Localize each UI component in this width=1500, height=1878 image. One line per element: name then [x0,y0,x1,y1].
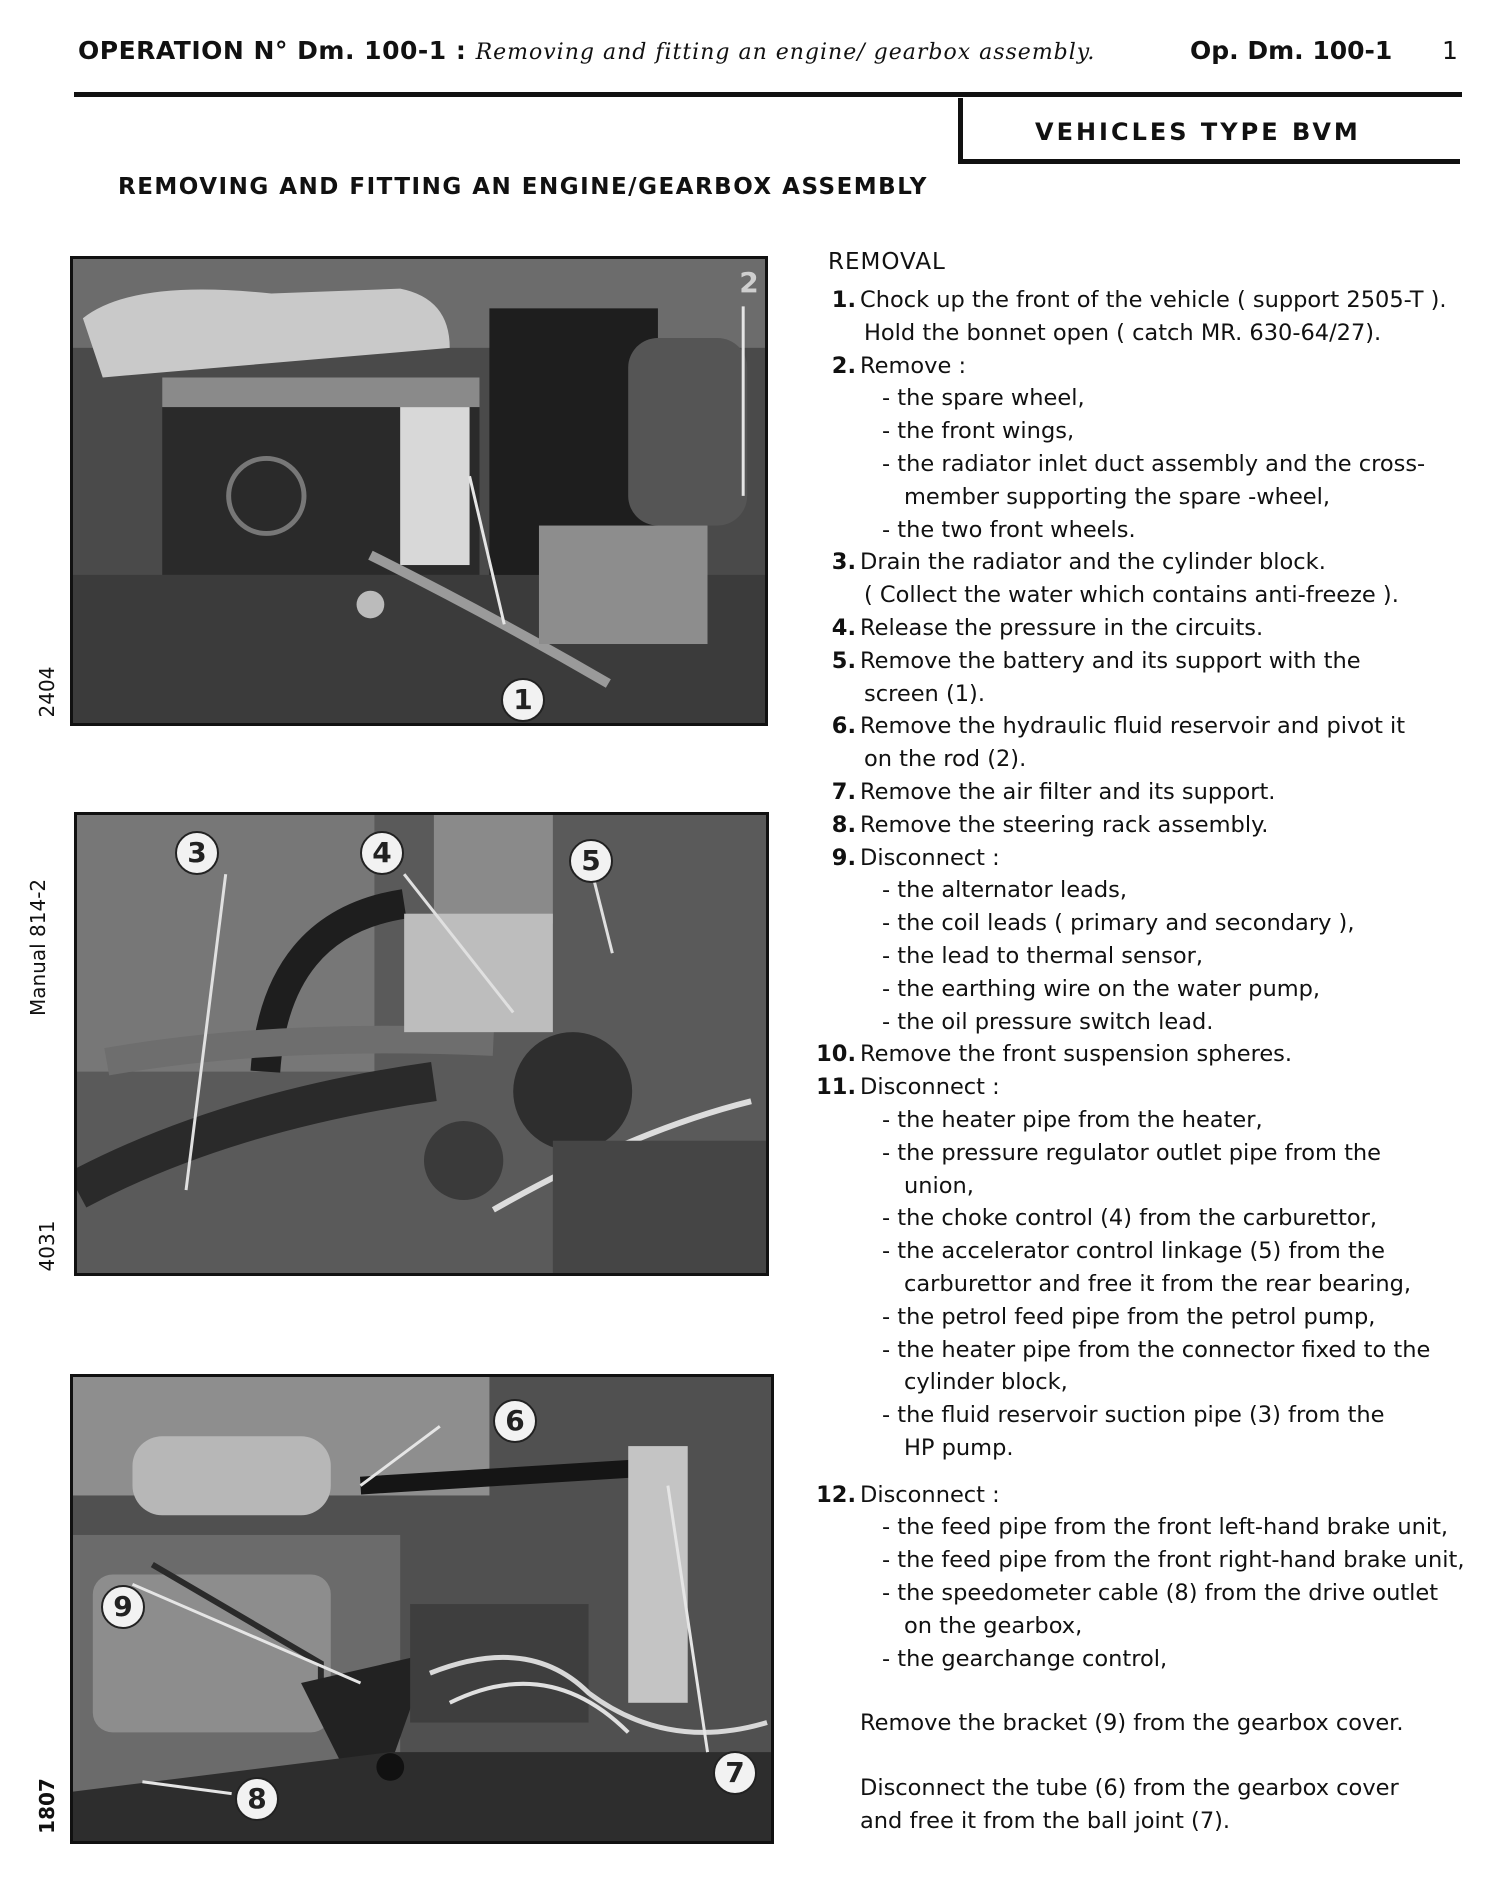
step-text: Remove the hydraulic fluid reservoir and pivot it [860,713,1406,740]
step-subitem: - the coil leads ( primary and secondary ), [882,910,1355,937]
callout-1: 1 [501,678,545,722]
removal-step [816,1038,1496,1071]
step-subitem: - the radiator inlet duct assembly and the cross- [882,450,1426,477]
step-spacer [816,1465,1496,1479]
step-subitem: - the lead to thermal sensor, [882,942,1204,969]
step-subitem: carburettor and free it from the rear bearing, [904,1270,1412,1297]
step-text: Drain the radiator and the cylinder block. [860,549,1326,576]
step-subitem: - the oil pressure switch lead. [882,1008,1214,1035]
step-text: Remove the steering rack assembly. [860,811,1269,838]
removal-step [816,546,1496,612]
step-text: Remove the battery and its support with the [860,647,1361,674]
removal-notes [816,1675,1496,1837]
document-title: REMOVING AND FITTING AN ENGINE/GEARBOX ASSEMBLY [118,174,928,200]
step-text: on the rod (2). [864,746,1027,773]
removal-step [816,776,1496,809]
vehicle-type-box [958,98,1460,164]
removal-step [816,350,1496,547]
step-subitem: - the feed pipe from the front left-hand brake unit, [882,1514,1449,1541]
step-subitem: - the fluid reservoir suction pipe (3) from the [882,1402,1385,1429]
step-number: 6. [831,713,856,740]
removal-step [816,1479,1496,1676]
header-rule [74,92,1462,97]
step-subitem: member supporting the spare -wheel, [904,483,1331,510]
removal-title: REMOVAL [828,249,946,275]
removal-section [816,240,1496,1838]
removal-paragraph [816,1707,1496,1740]
step-subitem: - the alternator leads, [882,877,1127,904]
removal-step [816,809,1496,842]
step-text: Chock up the front of the vehicle ( support 2505-T ). [860,287,1447,313]
removal-paragraph [816,1772,1496,1838]
callout-7: 7 [713,1751,757,1795]
vehicle-type-label: VEHICLES TYPE BVM [1035,118,1361,146]
photo-battery-area [70,256,768,726]
step-subitem: - the accelerator control linkage (5) from the [882,1238,1385,1265]
step-text: Release the pressure in the circuits. [860,614,1264,641]
step-number: 8. [831,811,856,838]
step-number: 9. [831,844,856,871]
photo-carburettor-area [74,812,769,1276]
operation-reference: Op. Dm. 100-1 [1190,36,1393,65]
callout-5: 5 [569,839,613,883]
step-text: Disconnect : [860,844,1000,871]
step-subitem: cylinder block, [904,1369,1068,1396]
photo-2-illustration [77,815,766,1273]
step-subitem: - the spare wheel, [882,385,1085,412]
photo-ref-4031: 4031 [35,1220,59,1272]
step-subitem: - the feed pipe from the front right-hand brake unit, [882,1547,1465,1574]
paragraph-text: Remove the bracket (9) from the gearbox cover. [860,1710,1404,1737]
step-subitem: - the heater pipe from the connector fixed to the [882,1336,1431,1363]
step-subitem: - the front wings, [882,418,1075,445]
step-subitem: HP pump. [904,1434,1014,1461]
step-number: 10. [816,1041,856,1068]
step-subitem: - the gearchange control, [882,1645,1168,1672]
removal-steps [816,284,1496,1675]
step-number: 3. [831,549,856,576]
photo-1-illustration [73,259,765,723]
step-number: 4. [831,614,856,641]
operation-header [78,36,1095,65]
step-number: 11. [816,1074,856,1101]
side-label-manual: Manual 814-2 [26,878,50,1016]
paragraph-text: and free it from the ball joint (7). [860,1808,1231,1835]
step-subitem: - the pressure regulator outlet pipe from the [882,1139,1382,1166]
paragraph-spacer [816,1675,1496,1707]
step-subitem: - the two front wheels. [882,516,1136,543]
photo-3-illustration [73,1377,771,1841]
callout-9: 9 [101,1585,145,1629]
callout-2: 2 [739,266,759,299]
step-text: Hold the bonnet open ( catch MR. 630-64/27). [864,319,1382,346]
step-text: Remove the air filter and its support. [860,778,1276,805]
removal-step [816,645,1496,711]
step-subitem: - the earthing wire on the water pump, [882,975,1321,1002]
callout-4: 4 [360,831,404,875]
callout-3: 3 [175,831,219,875]
paragraph-text: Disconnect the tube (6) from the gearbox cover [860,1775,1399,1802]
callout-8: 8 [235,1777,279,1821]
removal-step [816,1071,1496,1465]
step-text: Disconnect : [860,1074,1000,1101]
callout-6: 6 [493,1399,537,1443]
removal-step [816,710,1496,776]
step-number: 7. [831,778,856,805]
step-subitem: - the petrol feed pipe from the petrol pump, [882,1303,1376,1330]
step-subitem: union, [904,1172,974,1199]
removal-step [816,612,1496,645]
paragraph-spacer [816,1740,1496,1772]
step-subitem: - the choke control (4) from the carburettor, [882,1205,1378,1232]
step-number: 5. [831,647,856,674]
operation-label: OPERATION N° Dm. 100-1 : [78,36,467,65]
step-subitem: on the gearbox, [904,1612,1083,1639]
photo-ref-1807: 1807 [35,1778,59,1834]
step-text: ( Collect the water which contains anti-freeze ). [864,582,1399,609]
step-text: Remove : [860,352,967,379]
removal-step [816,842,1496,1039]
step-number: 1. [831,287,856,313]
step-subitem: - the speedometer cable (8) from the drive outlet [882,1580,1439,1607]
step-subitem: - the heater pipe from the heater, [882,1106,1263,1133]
step-text: Disconnect : [860,1481,1000,1508]
photo-gearbox-area [70,1374,774,1844]
step-number: 12. [816,1481,856,1508]
photo-ref-2404: 2404 [35,666,59,718]
page-number: 1 [1442,36,1458,65]
removal-step [816,284,1496,350]
step-text: screen (1). [864,680,985,707]
operation-subtitle: Removing and fitting an engine/ gearbox assembly. [475,40,1096,65]
step-text: Remove the front suspension spheres. [860,1041,1293,1068]
step-number: 2. [831,352,856,379]
